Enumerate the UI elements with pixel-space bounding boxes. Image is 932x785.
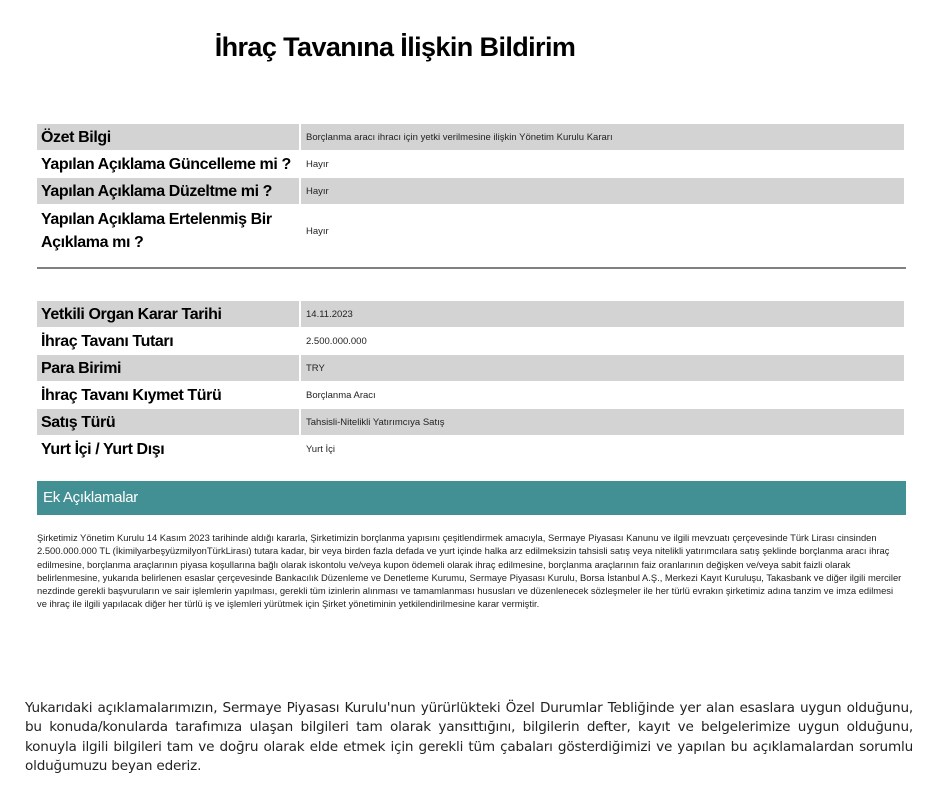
row-value-is-deferred: Hayır: [306, 225, 329, 237]
row-value-summary: Borçlanma aracı ihracı için yetki verilmesine ilişkin Yönetim Kurulu Kararı: [301, 124, 904, 150]
additional-notes-text: Şirketimiz Yönetim Kurulu 14 Kasım 2023 tarihinde aldığı kararla, Şirketimizin borçlanma yapısını çeşitlendirmek amacıyla, Sermaye Piyasası Kanunu ve ilgili mevzuatı çerçevesinde Türk Lirası cinsinden 2.500.000.000 TL (İkimilyarbeşyüzmilyonTürkLirası) tutara kadar, bir veya birden fazla defada ve yurt içinde halka arz edilmeksizin tahsisli satış veya nitelikli yatırımcılara satış şeklinde borçlanma aracı ihraç edilmesine, borçlanma araçlarının piyasa koşullarına bağlı olarak iskontolu ve/veya kupon ödemeli olarak ihraç edilmesine, borçlanma araçlarının faiz oranlarının değişken ve/veya sabit faizli olarak belirlenmesine, yukarıda belirlenen esaslar çerçevesinde Bankacılık Düzenleme ve Denetleme Kurumu, Sermaye Piyasası Kurulu, Borsa İstanbul A.Ş., Merkezi Kayıt Kuruluşu, Takasbank ve diğer ilgili merciler nezdinde gerekli başvuruların ve sair işlemlerin yapılması, gerekli tüm izinlerin alınması ve tamamlanması hususları ve düzenlenecek sözleşmeler ile her türlü evrakın şirketimiz adına tanzim ve imza edilmesi ve ihraç ile ilgili yapılacak diğer her türlü iş ve işlemleri yürütmek için Şirket yönetiminin yetkilendirilmesine karar vermiştir.: [37, 532, 902, 610]
footer-disclaimer: Yukarıdaki açıklamalarımızın, Sermaye Piyasası Kurulu'nun yürürlükteki Özel Durumlar Tebliğinde yer alan esaslara uygun olduğunu, bu konuda/konularda tarafımıza ulaşan bilgileri tam olarak yansıttığını, bilgilerin defter, kayıt ve belgelerimize uygun olduğunu, konuyla ilgili bilgileri tam ve doğru olarak elde etmek için gerekli tüm çabaları gösterdiğimizi ve yapılan bu açıklamalardan sorumlu olduğumuzu beyan ederiz.: [25, 700, 913, 775]
table-row: [37, 178, 904, 204]
row-value-sale-type: Tahsisli-Nitelikli Yatırımcıya Satış: [301, 409, 904, 435]
row-value-ceiling-amount: 2.500.000.000: [306, 335, 367, 347]
additional-notes-header: Ek Açıklamalar: [37, 481, 906, 515]
row-label-ceiling-amount: İhraç Tavanı Tutarı: [37, 328, 301, 354]
table-row: [37, 124, 904, 150]
row-value-decision-date: 14.11.2023: [301, 301, 904, 327]
table-row: [37, 409, 904, 435]
row-value-security-type: Borçlanma Aracı: [306, 389, 376, 401]
row-value-domestic-foreign: Yurt İçi: [306, 443, 336, 455]
details-table: [37, 300, 904, 463]
summary-table: [37, 123, 904, 258]
page-title: İhraç Tavanına İlişkin Bildirim: [214, 32, 576, 62]
row-label-is-update: Yapılan Açıklama Güncelleme mi ?: [37, 151, 301, 177]
table-row: [37, 328, 904, 354]
row-label-is-correction: Yapılan Açıklama Düzeltme mi ?: [37, 178, 301, 204]
table-row: [37, 436, 904, 462]
row-label-summary: Özet Bilgi: [37, 124, 301, 150]
table-row: [37, 151, 904, 177]
row-label-security-type: İhraç Tavanı Kıymet Türü: [37, 382, 301, 408]
row-label-is-deferred: Yapılan Açıklama Ertelenmiş Bir Açıklama mı ?: [37, 205, 301, 257]
row-label-decision-date: Yetkili Organ Karar Tarihi: [37, 301, 301, 327]
table-row: [37, 301, 904, 327]
section-divider: [37, 267, 906, 269]
table-row: [37, 205, 904, 257]
row-value-is-update: Hayır: [306, 158, 329, 170]
row-label-sale-type: Satış Türü: [37, 409, 301, 435]
row-value-currency: TRY: [301, 355, 904, 381]
table-row: [37, 382, 904, 408]
table-row: [37, 355, 904, 381]
row-label-currency: Para Birimi: [37, 355, 301, 381]
row-label-domestic-foreign: Yurt İçi / Yurt Dışı: [37, 436, 301, 462]
row-value-is-correction: Hayır: [301, 178, 904, 204]
